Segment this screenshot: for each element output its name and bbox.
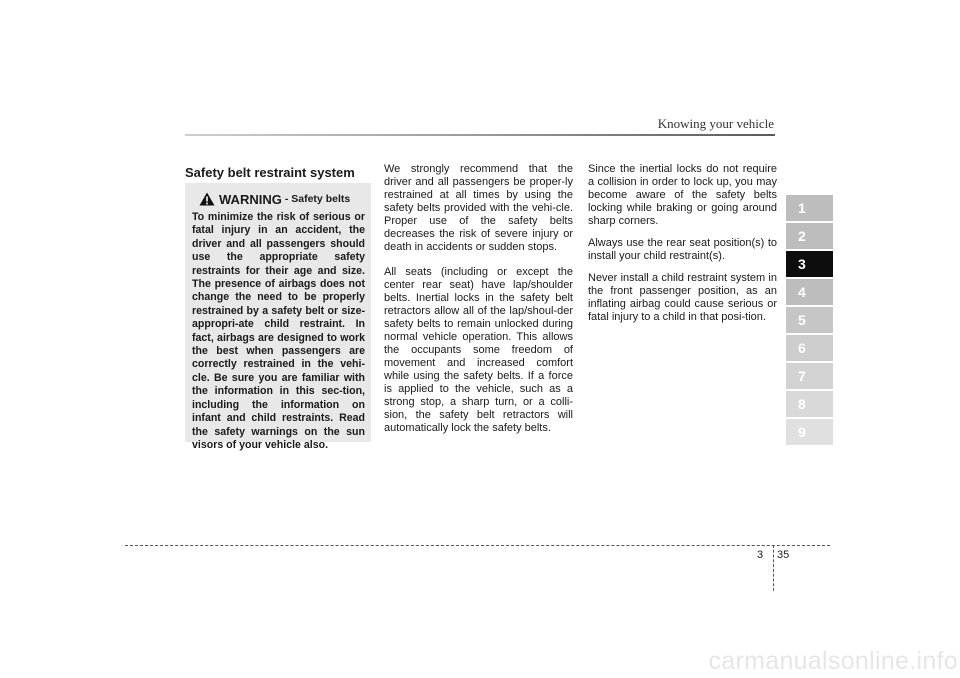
watermark: carmanualsonline.info — [708, 647, 958, 675]
paragraph: Always use the rear seat position(s) to install your child restraint(s). — [588, 237, 777, 262]
right-column — [588, 163, 777, 333]
chapter-tab-3[interactable]: 3 — [786, 251, 833, 277]
chapter-tab-9[interactable]: 9 — [786, 419, 833, 445]
paragraph: Never install a child restraint system in the front passenger position, as an inflating airbag could cause serious or fatal injury to a child in that posi-tion. — [588, 272, 777, 323]
chapter-tab-1[interactable]: 1 — [786, 195, 833, 221]
section-title: Safety belt restraint system — [185, 165, 355, 180]
warning-subtitle: - Safety belts — [284, 193, 351, 205]
chapter-tab-7[interactable]: 7 — [786, 363, 833, 389]
middle-column — [384, 163, 573, 447]
footer-rule — [125, 545, 830, 546]
page-chapter-number: 3 — [757, 549, 764, 561]
header-title: Knowing your vehicle — [657, 116, 774, 131]
chapter-tab-8[interactable]: 8 — [786, 391, 833, 417]
paragraph: All seats (including or except the center rear seat) have lap/shoulder belts. Inertial locks in the safety belt retractors allow all of the lap/shoul-der safety belts to remain unlocked during normal vehicle operation. This allows the occupants some freedom of movement and increased comfort while using the safety belts. If a force is applied to the vehicle, such as a strong stop, a sharp turn, or a colli-sion, the safety belt retractors will automatically lock the safety belts. — [384, 266, 573, 434]
chapter-tab-2[interactable]: 2 — [786, 223, 833, 249]
paragraph: We strongly recommend that the driver and all passengers be proper-ly restrained at all times by using the safety belts provided with the vehi-cle. Proper use of the safety belts decreases the risk of severe injury or death in accidents or sudden stops. — [384, 163, 573, 253]
page-number: 35 — [777, 549, 790, 561]
chapter-tabs — [786, 195, 833, 447]
warning-box — [185, 183, 371, 451]
footer-divider — [773, 545, 774, 591]
paragraph: Since the inertial locks do not require a collision in order to lock up, you may become aware of the safety belts locking while braking or going around sharp corners. — [588, 163, 777, 227]
chapter-tab-5[interactable]: 5 — [786, 307, 833, 333]
chapter-tab-6[interactable]: 6 — [786, 335, 833, 361]
warning-text: To minimize the risk of serious or fatal injury in an accident, the driver and all passengers should use the appropriate safety restraints for their age and size. The presence of airbags does not change the need to be properly restrained by a safety belt or size-appropri-ate child restraint. In fact, airbags are designed to work the best when passengers are correctly restrained in the vehi-cle. Be sure you are familiar with the information in this sec-tion, including the information on infant and child restraints. Read the safety warnings on the sun visors of your vehicle also. — [192, 211, 365, 451]
warning-header — [192, 191, 365, 207]
warning-triangle-icon — [199, 192, 215, 206]
chapter-tab-4[interactable]: 4 — [786, 279, 833, 305]
warning-label: WARNING — [219, 191, 282, 207]
header-rule — [185, 134, 775, 136]
